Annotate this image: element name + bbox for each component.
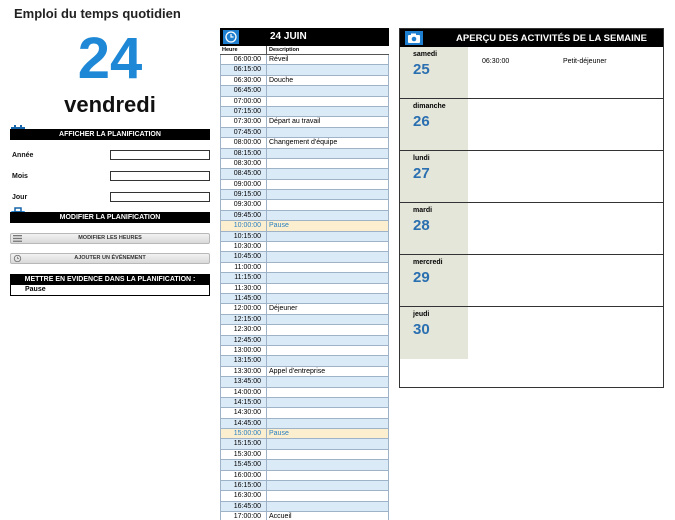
- schedule-row[interactable]: [220, 315, 389, 325]
- schedule-row[interactable]: [220, 502, 389, 512]
- week-day-lundi: [400, 151, 663, 203]
- clock-icon: [223, 30, 239, 44]
- schedule-row[interactable]: [220, 429, 389, 439]
- schedule-row[interactable]: [220, 138, 389, 148]
- month-label: Mois: [12, 173, 28, 180]
- schedule-desc[interactable]: [267, 86, 389, 95]
- schedule-time: 12:45:00: [220, 336, 267, 345]
- schedule-row[interactable]: [220, 325, 389, 335]
- week-header: [400, 29, 663, 47]
- schedule-time: 16:30:00: [220, 491, 267, 500]
- schedule-time: 07:45:00: [220, 128, 267, 137]
- schedule-time: 11:30:00: [220, 284, 267, 293]
- week-day-name: samedi: [413, 51, 438, 58]
- schedule-time: 16:45:00: [220, 502, 267, 511]
- week-days: [400, 47, 663, 359]
- week-day-number: 30: [413, 321, 430, 338]
- schedule-desc[interactable]: [267, 149, 389, 158]
- schedule-time: 13:30:00: [220, 367, 267, 376]
- schedule-time: 15:45:00: [220, 460, 267, 469]
- schedule-time: 10:45:00: [220, 252, 267, 261]
- schedule-time: 14:15:00: [220, 398, 267, 407]
- week-title: APERÇU DES ACTIVITÉS DE LA SEMAINE: [456, 33, 647, 44]
- schedule-desc[interactable]: [267, 128, 389, 137]
- schedule-row[interactable]: [220, 221, 389, 231]
- schedule-time: 06:00:00: [220, 55, 267, 64]
- schedule-time: 15:00:00: [220, 429, 267, 438]
- schedule-time: 10:15:00: [220, 232, 267, 241]
- schedule-desc[interactable]: [267, 460, 389, 469]
- col-desc-header: Description: [269, 47, 300, 53]
- schedule-row[interactable]: [220, 117, 389, 127]
- show-planning-header: AFFICHER LA PLANIFICATION: [10, 129, 210, 140]
- schedule-time: 09:15:00: [220, 190, 267, 199]
- schedule-desc[interactable]: Changement d'équipe: [267, 138, 389, 147]
- schedule-time: 12:30:00: [220, 325, 267, 334]
- schedule-row[interactable]: [220, 263, 389, 273]
- schedule-row[interactable]: [220, 481, 389, 491]
- schedule-desc[interactable]: [267, 252, 389, 261]
- schedule-time: 12:00:00: [220, 304, 267, 313]
- schedule-desc[interactable]: [267, 481, 389, 490]
- week-day-number: 28: [413, 217, 430, 234]
- week-event-time: 06:30:00: [482, 58, 510, 65]
- schedule-row[interactable]: [220, 159, 389, 169]
- schedule-row[interactable]: [220, 252, 389, 262]
- week-day-side: [400, 151, 468, 202]
- schedule-row[interactable]: [220, 408, 389, 418]
- week-day-number: 29: [413, 269, 430, 286]
- schedule-time: 08:45:00: [220, 169, 267, 178]
- schedule-desc[interactable]: [267, 439, 389, 448]
- schedule-desc[interactable]: [267, 398, 389, 407]
- schedule-row[interactable]: [220, 491, 389, 501]
- modify-hours-label: MODIFIER LES HEURES: [78, 235, 142, 241]
- year-input[interactable]: [110, 150, 210, 160]
- schedule-row[interactable]: [220, 450, 389, 460]
- week-day-dimanche: [400, 99, 663, 151]
- schedule-time: 12:15:00: [220, 315, 267, 324]
- schedule-desc[interactable]: [267, 471, 389, 480]
- week-day-samedi: [400, 47, 663, 99]
- schedule-time: 08:00:00: [220, 138, 267, 147]
- week-day-name: dimanche: [413, 103, 446, 110]
- schedule-row[interactable]: [220, 149, 389, 159]
- week-day-jeudi: [400, 307, 663, 359]
- schedule-desc[interactable]: [267, 502, 389, 511]
- highlight-value[interactable]: Pause: [25, 286, 46, 293]
- big-weekday: vendredi: [64, 92, 156, 117]
- highlight-header: METTRE EN EVIDENCE DANS LA PLANIFICATION :: [11, 275, 209, 285]
- schedule-desc[interactable]: [267, 190, 389, 199]
- add-event-label: AJOUTER UN ÉVÉNEMENT: [74, 255, 146, 261]
- clock-icon: [13, 255, 22, 262]
- schedule-desc[interactable]: [267, 97, 389, 106]
- schedule-row[interactable]: [220, 86, 389, 96]
- schedule-desc[interactable]: [267, 388, 389, 397]
- schedule-desc[interactable]: Pause: [267, 429, 389, 438]
- schedule-desc[interactable]: [267, 284, 389, 293]
- schedule-row[interactable]: [220, 107, 389, 117]
- schedule-desc[interactable]: Accueil: [267, 512, 389, 520]
- schedule-desc[interactable]: [267, 356, 389, 365]
- schedule-time: 15:30:00: [220, 450, 267, 459]
- schedule-time: 16:00:00: [220, 471, 267, 480]
- schedule-time: 09:00:00: [220, 180, 267, 189]
- schedule-time: 08:15:00: [220, 149, 267, 158]
- week-day-mardi: [400, 203, 663, 255]
- schedule-desc[interactable]: [267, 346, 389, 355]
- schedule-row[interactable]: [220, 388, 389, 398]
- schedule-row[interactable]: [220, 398, 389, 408]
- schedule-desc[interactable]: [267, 491, 389, 500]
- schedule-row[interactable]: [220, 304, 389, 314]
- week-day-name: lundi: [413, 155, 430, 162]
- month-input[interactable]: [110, 171, 210, 181]
- schedule-time: 15:15:00: [220, 439, 267, 448]
- schedule-time: 11:15:00: [220, 273, 267, 282]
- schedule-time: 16:15:00: [220, 481, 267, 490]
- schedule-row[interactable]: [220, 346, 389, 356]
- schedule-time: 09:45:00: [220, 211, 267, 220]
- schedule-row[interactable]: [220, 169, 389, 179]
- schedule-time: 11:00:00: [220, 263, 267, 272]
- schedule-desc[interactable]: [267, 325, 389, 334]
- schedule-desc[interactable]: [267, 315, 389, 324]
- schedule-row[interactable]: [220, 273, 389, 283]
- schedule-time: 07:00:00: [220, 97, 267, 106]
- schedule-time: 10:30:00: [220, 242, 267, 251]
- schedule-desc[interactable]: Appel d'entreprise: [267, 367, 389, 376]
- schedule-time: 13:45:00: [220, 377, 267, 386]
- schedule-desc[interactable]: [267, 419, 389, 428]
- schedule-desc[interactable]: [267, 180, 389, 189]
- schedule-row[interactable]: [220, 97, 389, 107]
- schedule-row[interactable]: [220, 336, 389, 346]
- week-day-name: mardi: [413, 207, 433, 214]
- schedule-row[interactable]: [220, 439, 389, 449]
- week-day-name: mercredi: [413, 259, 443, 266]
- schedule-row[interactable]: [220, 128, 389, 138]
- col-time-header: Heure: [220, 46, 267, 54]
- schedule-row[interactable]: [220, 284, 389, 294]
- schedule-row[interactable]: [220, 232, 389, 242]
- schedule-row[interactable]: [220, 460, 389, 470]
- schedule-time: 07:15:00: [220, 107, 267, 116]
- schedule-row[interactable]: [220, 180, 389, 190]
- schedule-time: 11:45:00: [220, 294, 267, 303]
- schedule-desc[interactable]: [267, 408, 389, 417]
- schedule-desc[interactable]: [267, 336, 389, 345]
- schedule-desc[interactable]: Douche: [267, 76, 389, 85]
- schedule-header: [220, 28, 389, 46]
- schedule-desc[interactable]: [267, 242, 389, 251]
- schedule-time: 14:00:00: [220, 388, 267, 397]
- schedule-row[interactable]: [220, 512, 389, 520]
- week-day-name: jeudi: [413, 311, 430, 318]
- schedule-desc[interactable]: Départ au travail: [267, 117, 389, 126]
- add-event-button[interactable]: [10, 253, 210, 264]
- schedule-desc[interactable]: [267, 294, 389, 303]
- schedule-desc[interactable]: [267, 211, 389, 220]
- schedule-rows: [220, 55, 389, 520]
- schedule-columns: [220, 46, 389, 55]
- week-day-number: 25: [413, 61, 430, 78]
- schedule-desc[interactable]: [267, 232, 389, 241]
- schedule-row[interactable]: [220, 294, 389, 304]
- week-event-desc: Petit-déjeuner: [563, 58, 607, 65]
- schedule-row[interactable]: [220, 356, 389, 366]
- schedule-desc[interactable]: Déjeuner: [267, 304, 389, 313]
- schedule-desc[interactable]: [267, 273, 389, 282]
- schedule-time: 13:00:00: [220, 346, 267, 355]
- schedule-time: 07:30:00: [220, 117, 267, 126]
- modify-planning-header: MODIFIER LA PLANIFICATION: [10, 212, 210, 223]
- week-day-side: [400, 307, 468, 359]
- schedule-row[interactable]: [220, 211, 389, 221]
- schedule-row[interactable]: [220, 242, 389, 252]
- schedule-time: 14:45:00: [220, 419, 267, 428]
- schedule-row[interactable]: [220, 65, 389, 75]
- week-overview: [399, 28, 664, 388]
- schedule-time: 13:15:00: [220, 356, 267, 365]
- schedule-desc[interactable]: Réveil: [267, 55, 389, 64]
- schedule-desc[interactable]: [267, 200, 389, 209]
- schedule-row[interactable]: [220, 367, 389, 377]
- schedule-desc[interactable]: [267, 159, 389, 168]
- schedule-row[interactable]: [220, 76, 389, 86]
- day-label: Jour: [12, 194, 28, 201]
- schedule-desc[interactable]: [267, 450, 389, 459]
- highlight-panel: [10, 274, 210, 296]
- list-icon: [13, 235, 22, 242]
- schedule-desc[interactable]: [267, 263, 389, 272]
- schedule-time: 09:30:00: [220, 200, 267, 209]
- schedule-desc[interactable]: Pause: [267, 221, 389, 230]
- schedule-row[interactable]: [220, 419, 389, 429]
- app-title: Emploi du temps quotidien: [14, 6, 181, 21]
- schedule-desc[interactable]: [267, 65, 389, 74]
- big-day-number: 24: [77, 26, 143, 91]
- modify-hours-button[interactable]: [10, 233, 210, 244]
- schedule-time: 14:30:00: [220, 408, 267, 417]
- schedule-date: 24 JUIN: [270, 31, 307, 42]
- schedule-row[interactable]: [220, 200, 389, 210]
- schedule-desc[interactable]: [267, 169, 389, 178]
- schedule-time: 10:00:00: [220, 221, 267, 230]
- schedule-desc[interactable]: [267, 107, 389, 116]
- schedule-time: 06:45:00: [220, 86, 267, 95]
- schedule-row[interactable]: [220, 471, 389, 481]
- schedule-time: 08:30:00: [220, 159, 267, 168]
- schedule-time: 06:15:00: [220, 65, 267, 74]
- schedule-row[interactable]: [220, 55, 389, 65]
- schedule-row[interactable]: [220, 377, 389, 387]
- day-input[interactable]: [110, 192, 210, 202]
- schedule-time: 17:00:00: [220, 512, 267, 520]
- schedule-time: 06:30:00: [220, 76, 267, 85]
- schedule-desc[interactable]: [267, 377, 389, 386]
- schedule-row[interactable]: [220, 190, 389, 200]
- year-label: Année: [12, 152, 34, 159]
- week-day-number: 27: [413, 165, 430, 182]
- week-day-side: [400, 203, 468, 254]
- daily-schedule: [220, 28, 389, 520]
- week-day-mercredi: [400, 255, 663, 307]
- week-day-number: 26: [413, 113, 430, 130]
